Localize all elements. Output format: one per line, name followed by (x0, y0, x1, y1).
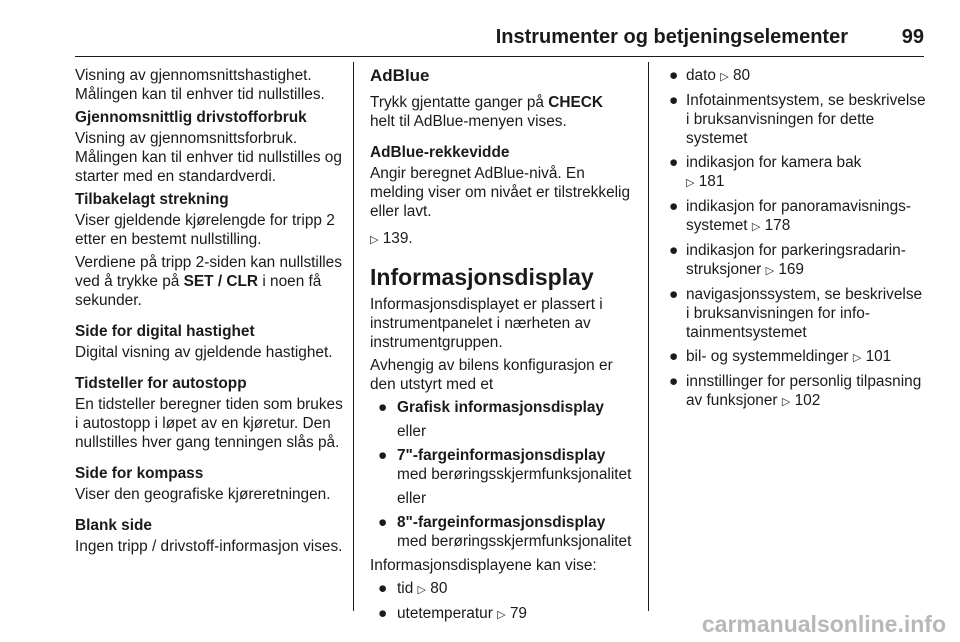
paragraph-blank-page: Ingen tripp / drivstoff-informasjon vises. (75, 538, 343, 555)
bullet-icon: ● (378, 399, 388, 416)
page-reference[interactable]: 102 (794, 392, 821, 409)
reset-text-a: Verdiene på tripp 2-siden kan nullstilles ved å trykke på (75, 254, 342, 290)
adblue-text-b: helt til AdBlue-menyen vises. (370, 113, 567, 130)
bullet-icon: ● (378, 514, 388, 531)
list-item (370, 513, 632, 551)
set-clr-key: SET / CLR (183, 273, 259, 290)
column-3 (666, 66, 928, 416)
header-rule (75, 56, 924, 57)
list-item (370, 446, 632, 484)
page-ref-icon: ▷ (497, 608, 506, 621)
display-type-list-3 (370, 513, 632, 551)
graphic-display-label: Grafisk informasjonsdisplay (397, 399, 604, 416)
reference-range (370, 229, 632, 249)
bullet-icon: ● (669, 154, 679, 171)
list-item (370, 604, 632, 624)
display-type-list (370, 398, 632, 417)
list-item (666, 153, 928, 192)
bullet-icon: ● (669, 348, 679, 365)
paragraph-info-config: Avhengig av bilens konfigurasjon er den utstyrt med et (370, 357, 613, 393)
bullet-icon: ● (669, 286, 679, 303)
adblue-text-a: Trykk gjentatte ganger på (370, 94, 549, 111)
watermark: carmanualsonline.info (701, 611, 946, 637)
bullet-icon: ● (669, 242, 679, 259)
paragraph-adblue (370, 93, 632, 131)
column-divider-2 (648, 62, 649, 611)
item-outside-temp: utetemperatur (397, 605, 493, 622)
reset-text-b: i noen få sekunder. (75, 273, 322, 309)
column-divider-1 (353, 62, 354, 611)
paragraph-can-show: Informasjonsdisplayene kan vise: (370, 557, 597, 574)
paragraph-adblue-range: Angir beregnet AdBlue-nivå. En melding viser om nivået er tilstrekkelig eller lavt. (370, 165, 631, 220)
or-text: eller (397, 490, 427, 507)
ref-temp[interactable]: 79 (509, 605, 527, 622)
page-reference[interactable]: 101 (865, 348, 892, 365)
list-item (666, 347, 928, 367)
page-number: 99 (901, 26, 924, 48)
bullet-icon: ● (669, 67, 679, 84)
list-item-text: navigasjonssystem, se beskrivelse i bruksanvisningen for infotainmentsystemet (686, 286, 923, 341)
bullet-icon: ● (669, 92, 679, 109)
reference-range-page[interactable]: 139. (382, 230, 413, 247)
bullet-icon: ● (378, 580, 388, 597)
paragraph-reset (75, 253, 350, 310)
paragraph-info-location: Informasjonsdisplayet er plassert i instrumentpanelet i nærheten av instrumentgruppen. (370, 296, 603, 351)
list-item (370, 398, 632, 417)
display-type-list-2 (370, 446, 632, 484)
color-display-8-rest: med berøringsskjermfunksjonalitet (397, 533, 632, 550)
column-1 (75, 66, 350, 560)
display-content-list-continued (666, 66, 928, 411)
heading-blank-page: Blank side (75, 517, 152, 534)
list-item (666, 285, 928, 342)
list-item-text: indikasjon for parkeringsradarinstruksjoner (686, 242, 906, 278)
paragraph-avg-speed: Visning av gjennomsnittshastighet. Målingen kan til enhver tid nullstilles. (75, 67, 325, 103)
page-ref-icon: ▷ (751, 220, 761, 233)
paragraph-compass: Viser den geografiske kjøreretningen. (75, 486, 331, 503)
bullet-icon: ● (669, 198, 679, 215)
paragraph-digital-speed: Digital visning av gjeldende hastighet. (75, 344, 333, 361)
page-ref-icon: ▷ (686, 176, 695, 189)
page-reference[interactable]: 181 (698, 173, 725, 190)
paragraph-autostop-timer: En tidsteller beregner tiden som brukes i autostopp i løpet av en kjøretur. Den nullstilles hver gang tenningen slås på. (75, 396, 343, 451)
check-key: CHECK (548, 94, 603, 111)
page-ref-icon: ▷ (370, 233, 379, 246)
color-display-7-label: 7"-fargeinformasjonsdisplay (397, 447, 606, 464)
list-item-text: Infotainmentsystem, se beskrivelse i bruksanvisningen for dette systemet (686, 92, 926, 147)
list-item (666, 91, 928, 148)
page-reference[interactable]: 178 (764, 217, 791, 234)
display-content-list (370, 579, 632, 624)
page-header (0, 22, 960, 52)
page-ref-icon: ▷ (720, 70, 729, 83)
or-text: eller (397, 423, 427, 440)
heading-autostop-timer: Tidsteller for autostopp (75, 375, 247, 392)
page-reference[interactable]: 80 (733, 67, 751, 84)
paragraph-trip: Viser gjeldende kjørelengde for tripp 2 etter en bestemt nullstilling. (75, 212, 335, 248)
ref-time[interactable]: 80 (430, 580, 448, 597)
color-display-7-rest: med berøringsskjermfunksjonalitet (397, 466, 632, 483)
color-display-8-label: 8"-fargeinformasjonsdisplay (397, 514, 606, 531)
heading-adblue-range: AdBlue-rekkevidde (370, 144, 510, 161)
heading-adblue: AdBlue (370, 66, 430, 85)
page-reference[interactable]: 169 (778, 261, 804, 278)
item-time: tid (397, 580, 414, 597)
heading-compass: Side for kompass (75, 465, 204, 482)
heading-avg-fuel: Gjennomsnittlig drivstofforbruk (75, 109, 307, 126)
page-ref-icon: ▷ (765, 264, 775, 277)
list-item (666, 241, 928, 280)
list-item (666, 197, 928, 236)
list-item-text: indikasjon for kamera bak (686, 154, 862, 171)
page-ref-icon: ▷ (417, 583, 427, 596)
bullet-icon: ● (378, 605, 388, 622)
page-ref-icon: ▷ (852, 351, 862, 364)
heading-trip: Tilbakelagt strekning (75, 191, 229, 208)
list-item (666, 66, 928, 86)
column-2 (370, 66, 632, 629)
running-title: Instrumenter og betjeningselementer (495, 26, 848, 48)
list-item-text: innstillinger for personlig tilpasning av funksjoner (686, 373, 922, 409)
page-ref-icon: ▷ (781, 395, 791, 408)
list-item-text: indikasjon for panoramavisningssystemet (686, 198, 912, 234)
list-item-text: bil- og systemmeldinger (686, 348, 849, 365)
list-item (370, 579, 632, 599)
bullet-icon: ● (669, 373, 679, 390)
paragraph-avg-fuel: Visning av gjennomsnittsforbruk. Målingen kan til enhver tid nullstilles og starter med en standardverdi. (75, 130, 342, 185)
heading-info-display: Informasjonsdisplay (370, 264, 594, 290)
list-item-text: dato (686, 67, 716, 84)
heading-digital-speed: Side for digital hastighet (75, 323, 255, 340)
bullet-icon: ● (378, 447, 388, 464)
list-item (666, 372, 928, 411)
